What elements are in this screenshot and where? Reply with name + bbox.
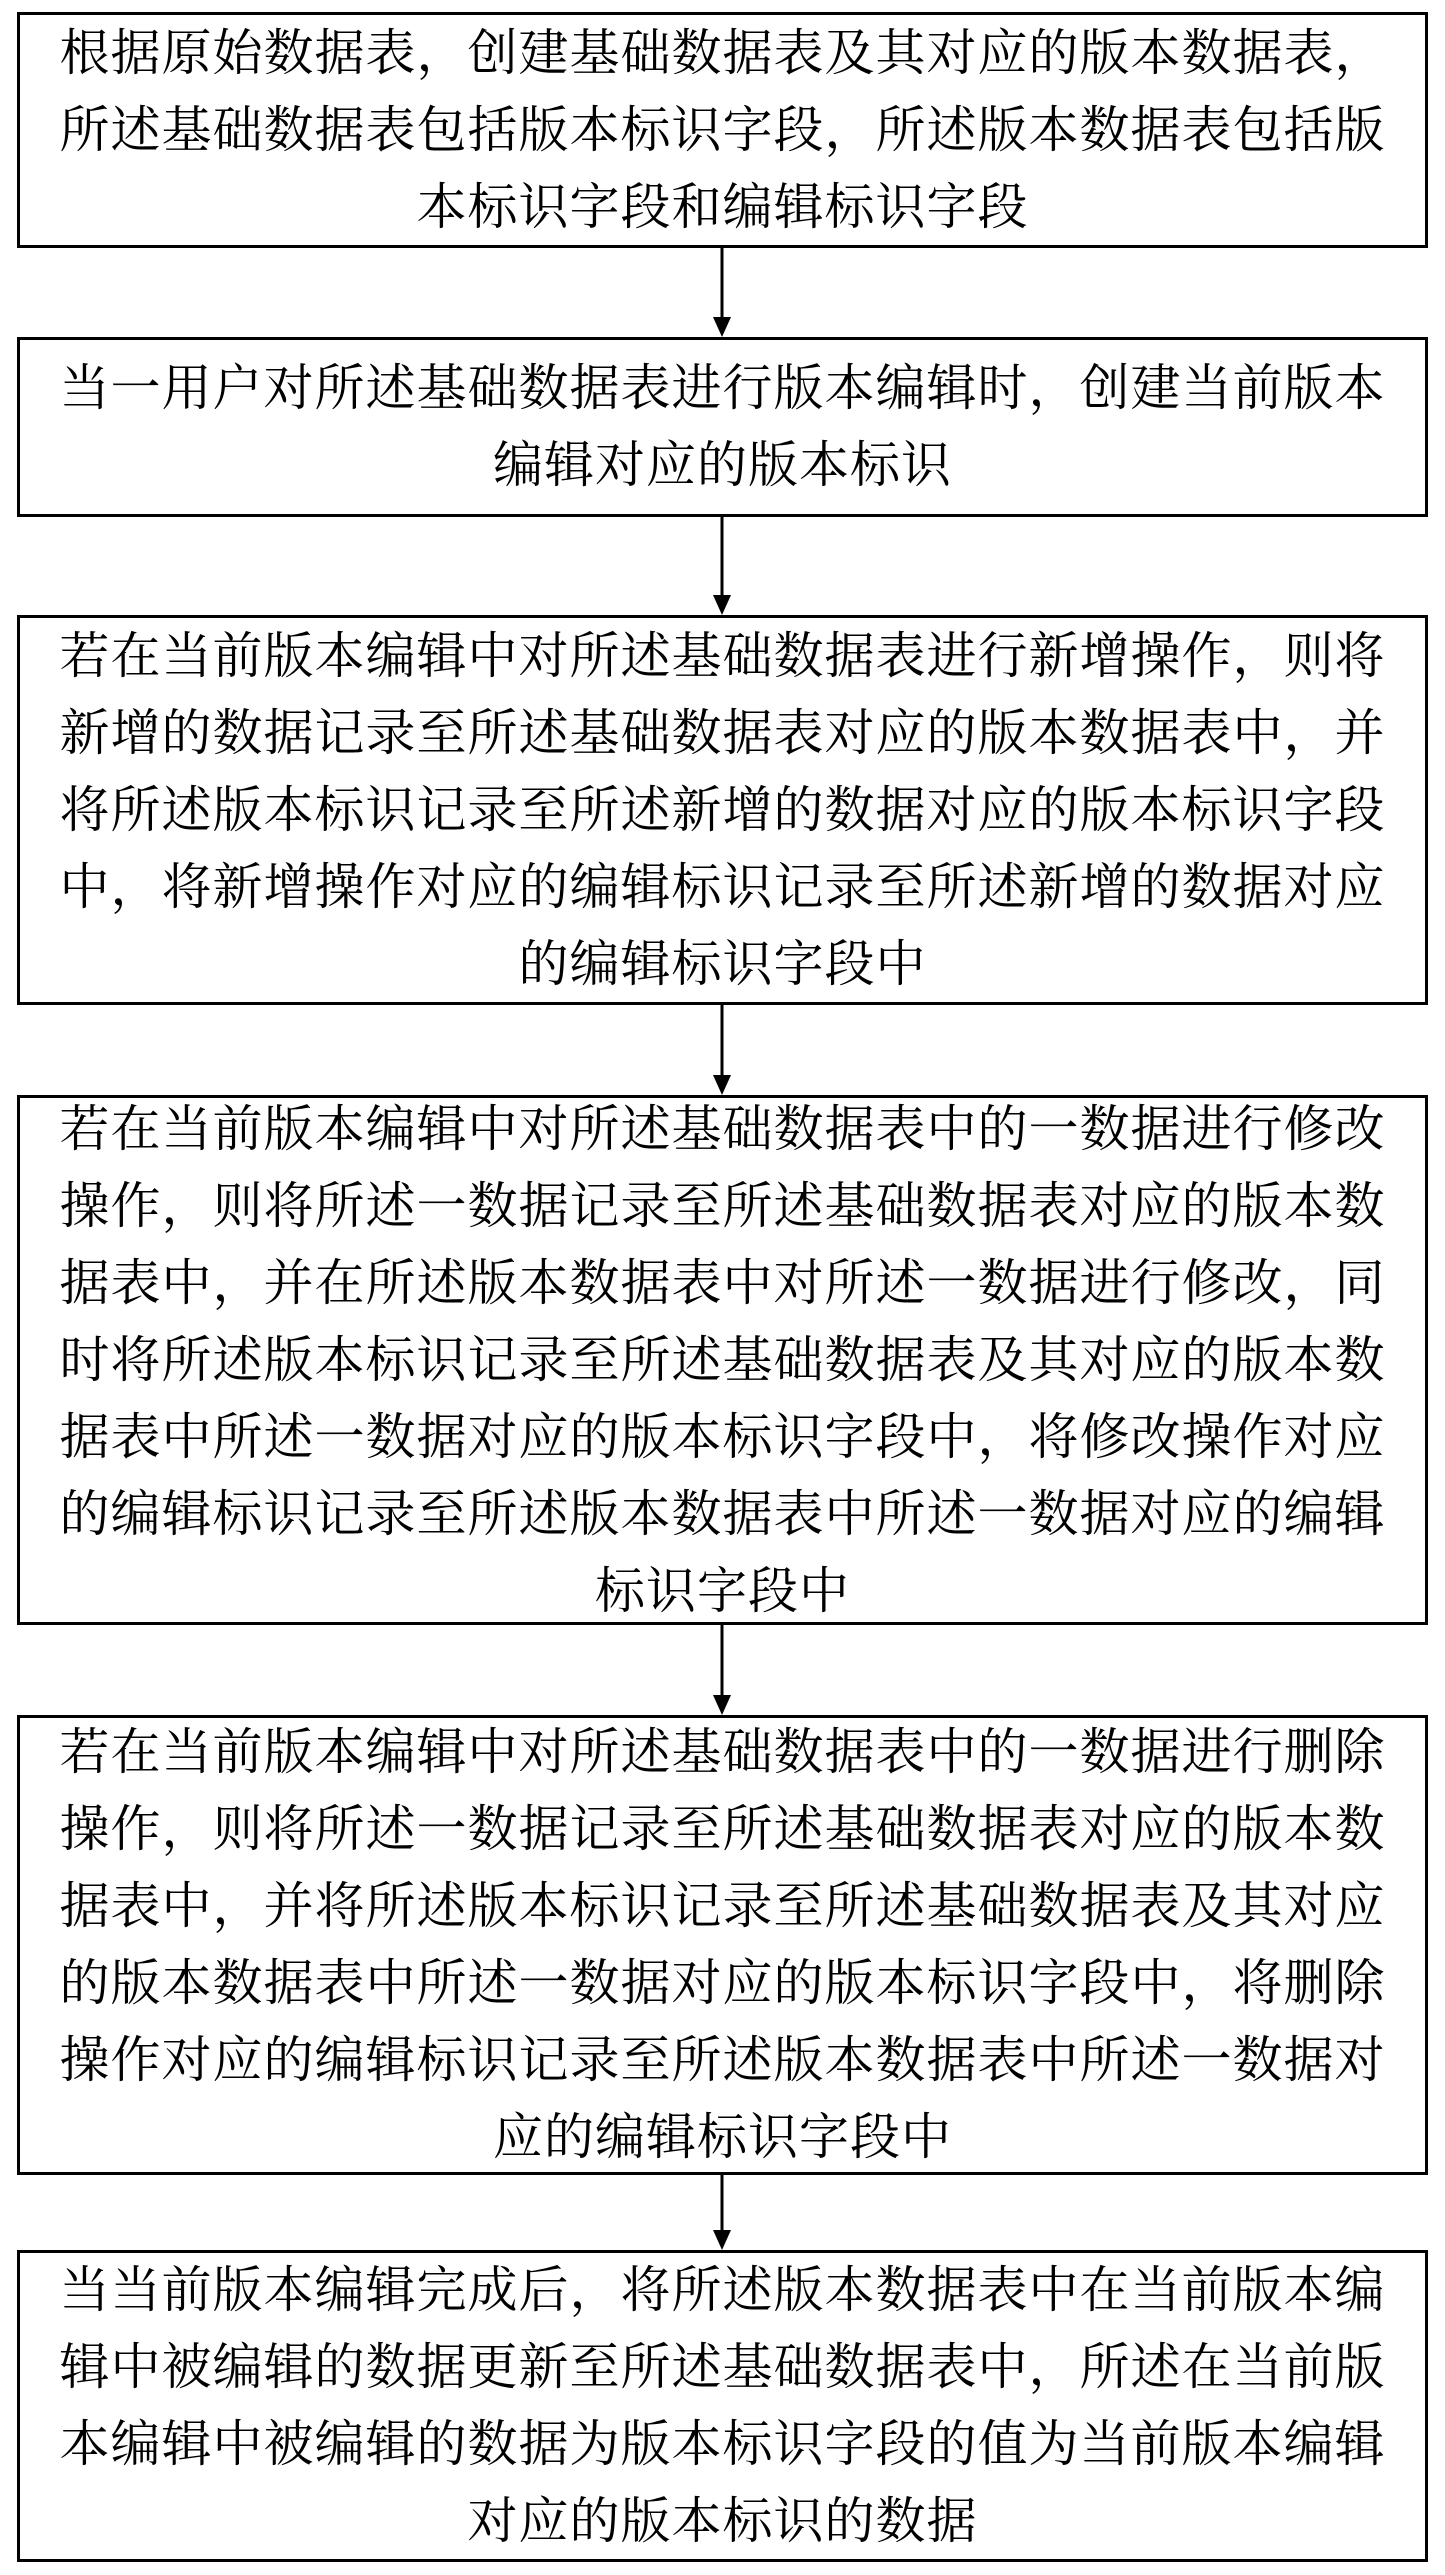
flow-step-2-text: 当一用户对所述基础数据表进行版本编辑时，创建当前版本编辑对应的版本标识 — [59, 359, 1386, 494]
flow-step-6 — [17, 2250, 1428, 2562]
arrow-1-to-2 — [713, 248, 731, 337]
arrow-5-to-6 — [713, 2175, 731, 2250]
arrow-4-to-5-head — [713, 1695, 731, 1715]
arrow-1-to-2-head — [713, 317, 731, 337]
flow-step-2 — [17, 337, 1428, 517]
flow-step-5 — [17, 1715, 1428, 2175]
arrow-3-to-4 — [713, 1005, 731, 1095]
flow-step-4-text: 若在当前版本编辑中对所述基础数据表中的一数据进行修改操作，则将所述一数据记录至所述基础数据表对应的版本数据表中，并在所述版本数据表中对所述一数据进行修改，同时将所述版本标识记录至所述基础数据表及其对应的版本数据表中所述一数据对应的版本标识字段中，将修改操作对应的编辑标识记录至所述版本数据表中所述一数据对应的编辑标识字段中 — [59, 1099, 1386, 1620]
flow-step-1 — [17, 12, 1428, 248]
flow-step-3-text: 若在当前版本编辑中对所述基础数据表进行新增操作，则将新增的数据记录至所述基础数据表对应的版本数据表中，并将所述版本标识记录至所述新增的数据对应的版本标识字段中，将新增操作对应的编辑标识记录至所述新增的数据对应的编辑标识字段中 — [59, 626, 1386, 993]
flow-step-4 — [17, 1095, 1428, 1625]
arrow-2-to-3-head — [713, 595, 731, 615]
flow-step-5-text: 若在当前版本编辑中对所述基础数据表中的一数据进行删除操作，则将所述一数据记录至所述基础数据表对应的版本数据表中，并将所述版本标识记录至所述基础数据表及其对应的版本数据表中所述一数据对应的版本标识字段中，将删除操作对应的编辑标识记录至所述版本数据表中所述一数据对应的编辑标识字段中 — [59, 1723, 1386, 2166]
arrow-2-to-3 — [713, 517, 731, 615]
arrow-4-to-5 — [713, 1625, 731, 1715]
flow-step-3 — [17, 615, 1428, 1005]
flow-step-1-text: 根据原始数据表，创建基础数据表及其对应的版本数据表，所述基础数据表包括版本标识字段，所述版本数据表包括版本标识字段和编辑标识字段 — [59, 23, 1386, 236]
arrow-5-to-6-head — [713, 2230, 731, 2250]
flow-step-6-text: 当当前版本编辑完成后，将所述版本数据表中在当前版本编辑中被编辑的数据更新至所述基础数据表中，所述在当前版本编辑中被编辑的数据为版本标识字段的值为当前版本编辑对应的版本标识的数据 — [59, 2261, 1386, 2550]
